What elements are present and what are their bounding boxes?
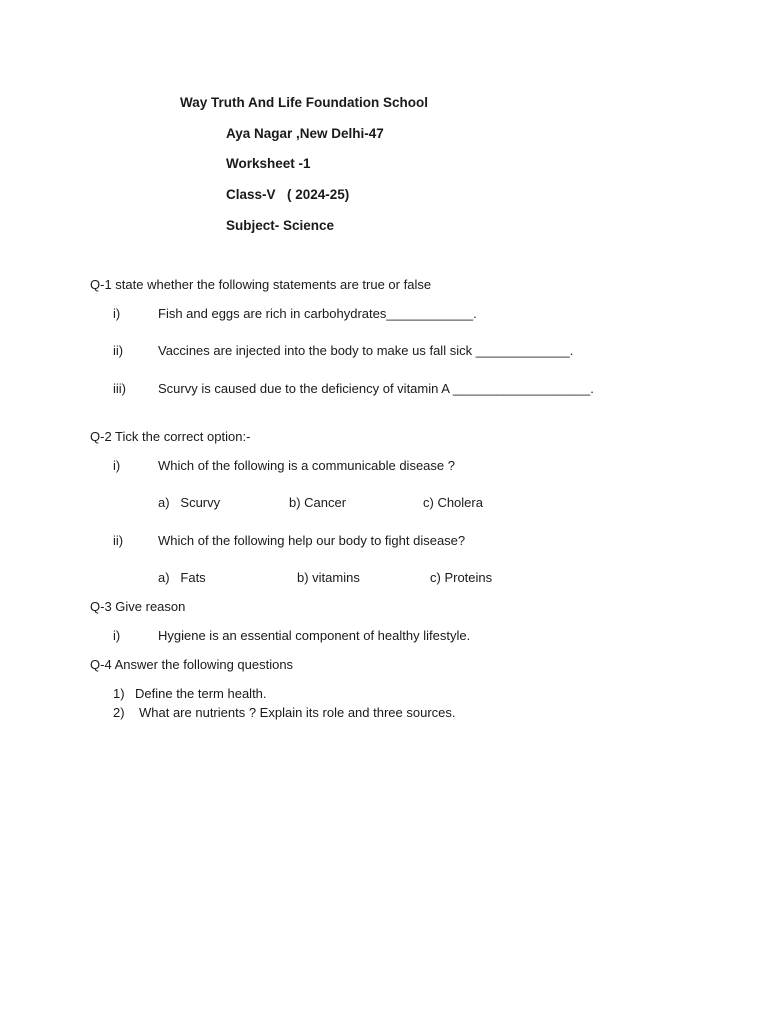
q2-item-2-option-a: a) Fats bbox=[158, 570, 206, 585]
q2-item-1-option-b: b) Cancer bbox=[289, 495, 347, 510]
q1-item-2-num: ii) bbox=[113, 343, 124, 358]
session-label: ( 2024-25) bbox=[287, 187, 350, 202]
q3-title: Q-3 Give reason bbox=[90, 599, 186, 614]
q2-item-1-option-a: a) Scurvy bbox=[158, 495, 221, 510]
q4-item-1-text: Define the term health. bbox=[135, 686, 267, 701]
q2-title: Q-2 Tick the correct option:- bbox=[90, 429, 251, 444]
q1-title: Q-1 state whether the following statements are true or false bbox=[90, 277, 432, 292]
q4-item-2-text: What are nutrients ? Explain its role and three sources. bbox=[139, 705, 456, 720]
q1-item-3-text: Scurvy is caused due to the deficiency of vitamin A ___________________. bbox=[158, 381, 594, 396]
class-label: Class-V bbox=[226, 187, 276, 202]
q2-item-1-text: Which of the following is a communicable disease ? bbox=[158, 458, 455, 473]
q3-item-1-text: Hygiene is an essential component of healthy lifestyle. bbox=[158, 628, 471, 643]
school-address: Aya Nagar ,New Delhi-47 bbox=[226, 126, 384, 141]
q1-item-1-num: i) bbox=[113, 306, 121, 321]
q4-item-2-num: 2) bbox=[113, 705, 125, 720]
q2-item-1-num: i) bbox=[113, 458, 121, 473]
q2-item-2-text: Which of the following help our body to fight disease? bbox=[158, 533, 466, 548]
q2-item-2-num: ii) bbox=[113, 533, 124, 548]
worksheet-title: Worksheet -1 bbox=[226, 156, 311, 171]
school-name: Way Truth And Life Foundation School bbox=[180, 95, 428, 110]
q2-item-2-option-b: b) vitamins bbox=[297, 570, 360, 585]
q2-item-1-option-c: c) Cholera bbox=[423, 495, 483, 510]
q3-item-1-num: i) bbox=[113, 628, 121, 643]
q2-item-2-option-c: c) Proteins bbox=[430, 570, 493, 585]
q1-item-1-text: Fish and eggs are rich in carbohydrates____________. bbox=[158, 306, 477, 321]
subject-label: Subject- Science bbox=[226, 218, 335, 233]
q4-title: Q-4 Answer the following questions bbox=[90, 657, 294, 672]
q1-item-3-num: iii) bbox=[113, 381, 126, 396]
q1-item-2-text: Vaccines are injected into the body to make us fall sick _____________. bbox=[158, 343, 574, 358]
q4-item-1-num: 1) bbox=[113, 686, 125, 701]
